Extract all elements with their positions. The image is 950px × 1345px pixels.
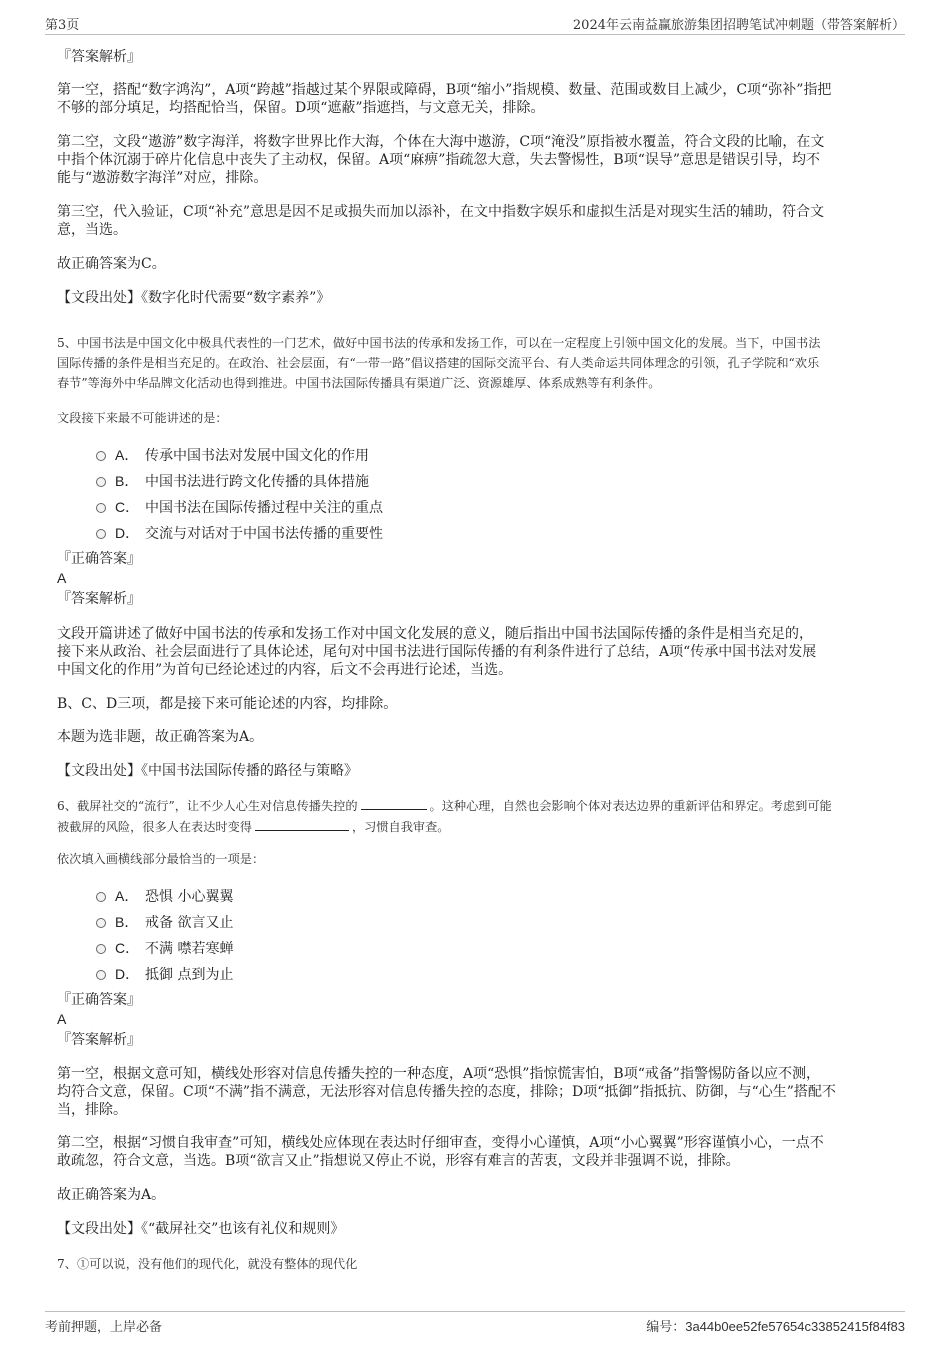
question-stem-line: 6、截屏社交的“流行”，让不少人心生对信息传播失控的 。这种心理，自然也会影响个体对表达边界的重新评估和界定。考虑到可能 bbox=[57, 799, 832, 813]
paragraph-line: 第一空，根据文意可知，横线处形容对信息传播失控的一种态度，A项“恐惧”指惊慌害怕，B项“戒备”指警惕防备以应不测， bbox=[57, 1066, 821, 1082]
question-stem-line: 国际传播的条件是相当充足的。在政治、社会层面，有“一带一路”倡议搭建的国际交流平台、有人类命运共同体理念的引领，孔子学院和“欢乐 bbox=[57, 356, 820, 370]
source-citation: 【文段出处】《数字化时代需要“数字素养”》 bbox=[57, 290, 331, 306]
conclusion: 本题为选非题，故正确答案为A。 bbox=[57, 729, 264, 745]
radio-icon[interactable] bbox=[96, 451, 106, 461]
radio-icon[interactable] bbox=[96, 892, 106, 902]
page-header bbox=[45, 14, 905, 35]
paragraph-line: 文段开篇讲述了做好中国书法的传承和发扬工作对中国文化发展的意义，随后指出中国书法国际传播的条件是相当充足的， bbox=[57, 626, 813, 642]
option-b[interactable]: B． 戒备 欲言又止 bbox=[96, 912, 233, 932]
paragraph-line: 敢疏忽，符合文意，当选。B项“欲言又止”指想说又停止不说，形容有难言的苦衷，文段并非强调不说，排除。 bbox=[57, 1153, 740, 1169]
footer-slogan: 考前押题，上岸必备 bbox=[45, 1320, 163, 1335]
conclusion: 故正确答案为C。 bbox=[57, 256, 166, 272]
page-footer bbox=[45, 1311, 905, 1334]
fill-blank bbox=[361, 797, 427, 810]
option-a[interactable]: A． 传承中国书法对发展中国文化的作用 bbox=[96, 445, 369, 465]
paragraph-line: 接下来从政治、社会层面进行了具体论述，尾句对中国书法进行国际传播的有利条件进行了总结，A项“传承中国书法对发展 bbox=[57, 644, 817, 660]
analysis-label: 『答案解析』 bbox=[57, 1032, 141, 1048]
radio-icon[interactable] bbox=[96, 529, 106, 539]
option-d[interactable]: D． 抵御 点到为止 bbox=[96, 964, 233, 984]
paragraph-line: B、C、D三项，都是接下来可能论述的内容，均排除。 bbox=[57, 696, 398, 712]
question-stem-line: 春节”等海外中华品牌文化活动也得到推进。中国书法国际传播具有渠道广泛、资源雄厚、体系成熟等有利条件。 bbox=[57, 376, 661, 390]
option-d[interactable]: D． 交流与对话对于中国书法传播的重要性 bbox=[96, 523, 383, 543]
page-number: 第3页 bbox=[45, 18, 80, 33]
paragraph-line: 不够的部分填足，均搭配恰当，保留。D项“遮蔽”指遮挡，与文意无关，排除。 bbox=[57, 100, 545, 116]
option-c[interactable]: C． 不满 噤若寒蝉 bbox=[96, 938, 233, 958]
paragraph-line: 第二空，根据“习惯自我审查”可知，横线处应体现在表达时仔细审查，变得小心谨慎，A项“小心翼翼”形容谨慎小心，一点不 bbox=[57, 1135, 824, 1151]
paragraph-line: 中指个体沉溺于碎片化信息中丧失了主动权，保留。A项“麻痹”指疏忽大意，失去警惕性，B项“误导”意思是错误引导，均不 bbox=[57, 152, 821, 168]
conclusion: 故正确答案为A。 bbox=[57, 1187, 166, 1203]
paragraph-line: 中国文化的作用”为首句已经论述过的内容，后文不会再进行论述，当选。 bbox=[57, 662, 513, 678]
question-stem-line: 5、中国书法是中国文化中极具代表性的一门艺术，做好中国书法的传承和发扬工作，可以在一定程度上引领中国文化的发展。当下，中国书法 bbox=[57, 336, 821, 350]
radio-icon[interactable] bbox=[96, 944, 106, 954]
question-stem-line: 7、①可以说，没有他们的现代化，就没有整体的现代化 bbox=[57, 1257, 358, 1271]
paragraph-line: 第一空，搭配“数字鸿沟”，A项“跨越”指越过某个界限或障碍，B项“缩小”指规模、数量、范围或数目上减少，C项“弥补”指把 bbox=[57, 82, 832, 98]
fill-blank bbox=[255, 818, 349, 831]
answer-value: A bbox=[57, 1011, 67, 1027]
answer-label: 『正确答案』 bbox=[57, 992, 141, 1008]
paragraph-line: 第二空，文段“遨游”数字海洋，将数字世界比作大海，个体在大海中遨游，C项“淹没”原指被水覆盖，符合文段的比喻，在文 bbox=[57, 134, 825, 150]
radio-icon[interactable] bbox=[96, 477, 106, 487]
paragraph-line: 意，当选。 bbox=[57, 222, 127, 238]
question-prompt: 依次填入画横线部分最恰当的一项是： bbox=[57, 852, 265, 866]
question-stem-line: 被截屏的风险，很多人在表达时变得 ，习惯自我审查。 bbox=[57, 820, 450, 834]
answer-value: A bbox=[57, 570, 67, 586]
document-title: 2024年云南益赢旅游集团招聘笔试冲刺题（带答案解析） bbox=[572, 18, 905, 33]
source-citation: 【文段出处】《中国书法国际传播的路径与策略》 bbox=[57, 763, 358, 779]
analysis-label: 『答案解析』 bbox=[57, 591, 141, 607]
paragraph-line: 第三空，代入验证，C项“补充”意思是因不足或损失而加以添补，在文中指数字娱乐和虚拟生活是对现实生活的辅助，符合文 bbox=[57, 204, 825, 220]
radio-icon[interactable] bbox=[96, 918, 106, 928]
source-citation: 【文段出处】《“截屏社交”也该有礼仪和规则》 bbox=[57, 1221, 345, 1237]
paragraph-line: 能与“遨游数字海洋”对应，排除。 bbox=[57, 170, 268, 186]
analysis-label: 『答案解析』 bbox=[57, 49, 141, 65]
paragraph-line: 当，排除。 bbox=[57, 1102, 127, 1118]
option-b[interactable]: B． 中国书法进行跨文化传播的具体措施 bbox=[96, 471, 369, 491]
answer-label: 『正确答案』 bbox=[57, 551, 141, 567]
radio-icon[interactable] bbox=[96, 503, 106, 513]
option-c[interactable]: C． 中国书法在国际传播过程中关注的重点 bbox=[96, 497, 383, 517]
radio-icon[interactable] bbox=[96, 970, 106, 980]
question-prompt: 文段接下来最不可能讲述的是： bbox=[57, 411, 228, 425]
document-id: 编号：3a44b0ee52fe57654c33852415f84f83 bbox=[646, 1319, 905, 1334]
paragraph-line: 均符合文意，保留。C项“不满”指不满意，无法形容对信息传播失控的态度，排除；D项“抵御”指抵抗、防御，与“心生”搭配不 bbox=[57, 1084, 836, 1100]
option-a[interactable]: A． 恐惧 小心翼翼 bbox=[96, 886, 233, 906]
